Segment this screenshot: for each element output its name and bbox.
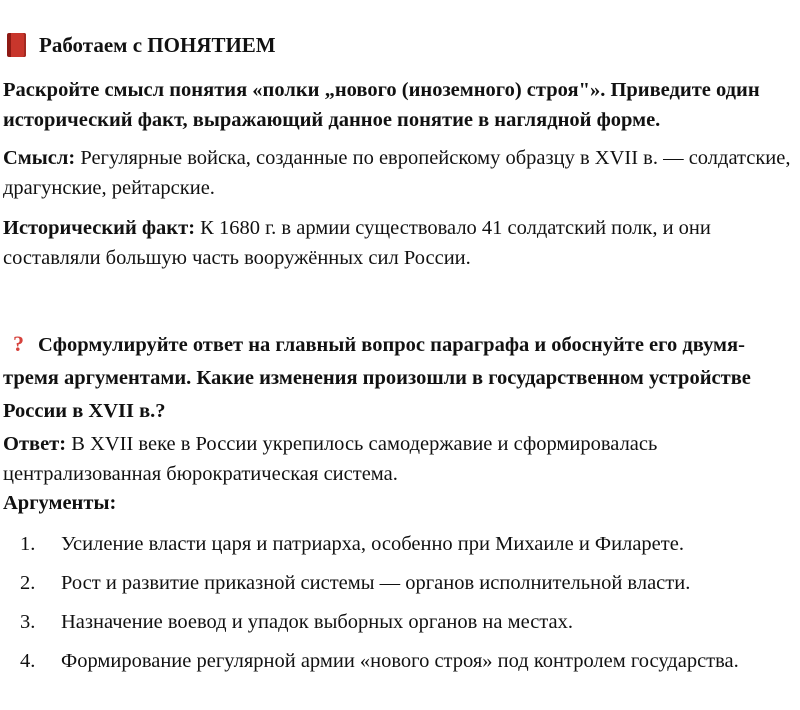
item-number: 2.: [20, 572, 36, 594]
meaning-paragraph: [3, 143, 794, 203]
list-item: [3, 569, 794, 598]
concept-question: Раскройте смысл понятия «полки „нового (иноземного) строя"». Приведите один исторический факт, выражающий данное понятие в наглядной форме.: [3, 79, 760, 131]
list-item: [3, 647, 794, 676]
item-number: 3.: [20, 611, 36, 633]
fact-label: Исторический факт:: [3, 217, 196, 239]
answer-label: Ответ:: [3, 433, 67, 455]
fact-text: К 1680 г. в армии существовало 41 солдатский полк, и они составляли большую часть вооружённых сил России.: [3, 217, 711, 269]
arguments-list: [3, 530, 794, 686]
item-text: Усиление власти царя и патриарха, особенно при Михаиле и Филарете.: [61, 533, 684, 555]
meaning-label: Смысл:: [3, 147, 76, 169]
question-mark-icon: ?: [13, 331, 24, 356]
answer-paragraph: [3, 429, 794, 489]
section-heading: [3, 30, 794, 60]
heading-text: Работаем с ПОНЯТИЕМ: [39, 33, 276, 57]
item-text: Формирование регулярной армии «нового строя» под контролем государства.: [61, 650, 739, 672]
item-number: 4.: [20, 650, 36, 672]
list-item: [3, 608, 794, 637]
arguments-label: Аргументы:: [3, 492, 117, 514]
item-text: Назначение воевод и упадок выборных органов на местах.: [61, 611, 573, 633]
list-item: [3, 530, 794, 559]
main-question: [3, 327, 794, 428]
item-number: 1.: [20, 533, 36, 555]
answer-text: В XVII веке в России укрепилось самодержавие и сформировалась централизованная бюрократическая система.: [3, 433, 658, 485]
item-text: Рост и развитие приказной системы — органов исполнительной власти.: [61, 572, 691, 594]
main-question-text: Сформулируйте ответ на главный вопрос параграфа и обоснуйте его двумя-тремя аргументами. Какие изменения произошли в государственном устройстве России в XVII в.?: [3, 334, 751, 422]
fact-paragraph: [3, 213, 794, 273]
book-icon: [7, 33, 26, 57]
meaning-text: Регулярные войска, созданные по европейскому образцу в XVII в. — солдатские, драгунские, рейтарские.: [3, 147, 791, 199]
